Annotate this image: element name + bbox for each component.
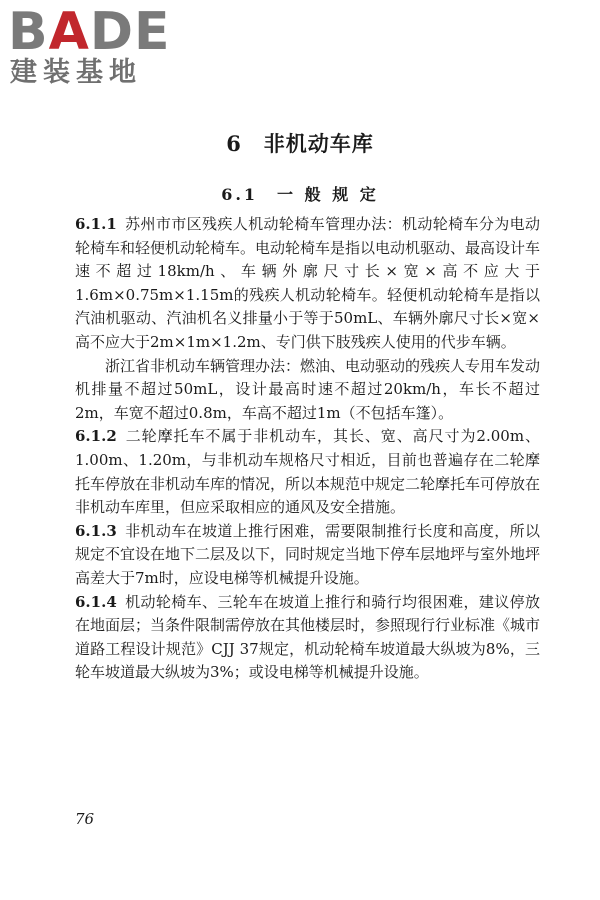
clause-text: 浙江省非机动车辆管理办法：燃油、电动驱动的残疾人专用车发动机排量不超过50mL，设计最高时速不超过20km/h，车长不超过2m，车宽不超过0.8m，车高不超过1m（不包括车篷）。 [75, 356, 541, 422]
page-number: 76 [75, 810, 95, 828]
body-text [75, 213, 540, 685]
clause-number: 6.1.4 [75, 592, 117, 611]
clause-number: 6.1.3 [75, 521, 117, 540]
clause-text: 苏州市市区残疾人机动轮椅车管理办法：机动轮椅车分为电动轮椅车和轻便机动轮椅车。电动轮椅车是指以电动机驱动、最高设计车速不超过18km/h、车辆外廓尺寸长×宽×高不应大于1.6m×0.75m×1.15m的残疾人机动轮椅车。轻便机动轮椅车是指以汽油机驱动、汽油机名义排量小于等于50mL、车辆外廓尺寸长×宽×高不应大于2m×1m×1.2m、专门供下肢残疾人使用的代步车辆。 [75, 215, 541, 351]
clause-number: 6.1.2 [75, 427, 117, 446]
logo-wordmark [8, 2, 171, 62]
section-title: 6.1 一 般 规 定 [221, 185, 379, 204]
clause-number: 6.1.1 [75, 215, 117, 233]
clause-text: 二轮摩托车不属于非机动车，其长、宽、高尺寸为2.00m、1.00m、1.20m，与非机动车规格尺寸相近，目前也普遍存在二轮摩托车停放在非机动车库的情况，所以本规范中规定二轮摩托车可停放在非机动车库里，但应采取相应的通风及安全措施。 [75, 427, 541, 517]
logo-letter-a: A [48, 2, 90, 62]
clause-6-1-2 [75, 425, 540, 519]
logo-subtitle: 建装基地 [10, 57, 142, 88]
clause-6-1-1-continued [75, 355, 540, 426]
clause-6-1-4 [75, 591, 540, 685]
clause-6-1-3 [75, 520, 540, 591]
clause-text: 机动轮椅车、三轮车在坡道上推行和骑行均很困难，建议停放在地面层；当条件限制需停放在其他楼层时，参照现行行业标准《城市道路工程设计规范》CJJ 37规定，机动轮椅车坡道最大纵坡为8%，三轮车坡道最大纵坡为3%；或设电梯等机械提升设施。 [75, 592, 541, 682]
chapter-title: 6 非机动车库 [226, 131, 374, 156]
logo-letters-de: DE [89, 2, 171, 62]
clause-6-1-1 [75, 213, 540, 355]
logo-letter-b: B [8, 2, 49, 62]
clause-text: 非机动车在坡道上推行困难，需要限制推行长度和高度，所以规定不宜设在地下二层及以下，同时规定当地下停车层地坪与室外地坪高差大于7m时，应设电梯等机械提升设施。 [75, 521, 541, 587]
bade-logo [8, 2, 183, 88]
